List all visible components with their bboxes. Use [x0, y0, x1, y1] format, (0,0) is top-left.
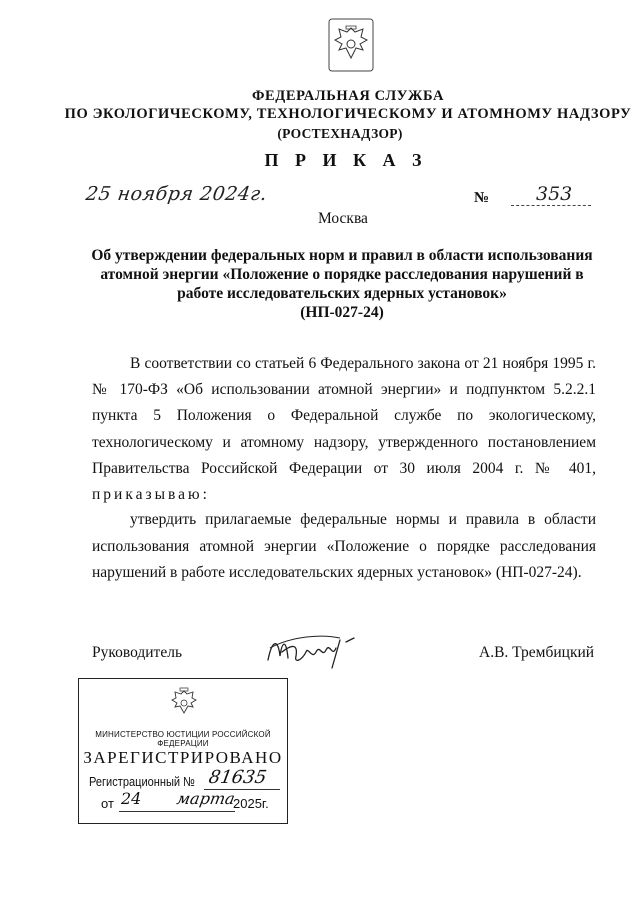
body-line: Правительства Российской Федерации от 30 июля 2004 г. № 401, — [92, 460, 596, 477]
agency-name: ФЕДЕРАЛЬНАЯ СЛУЖБА — [251, 88, 445, 104]
stamp-reg-number: 81635 — [207, 767, 269, 788]
body-line: технологическому и атомному надзору, утвержденного постановлением — [92, 434, 596, 451]
subject-line: Об утверждении федеральных норм и правил в области использования — [91, 247, 593, 264]
stamp-date-month: марта — [175, 789, 237, 808]
agency-scope: ПО ЭКОЛОГИЧЕСКОМУ, ТЕХНОЛОГИЧЕСКОМУ И АТОМНОМУ НАДЗОРУ — [64, 106, 632, 122]
handwritten-signature — [262, 630, 372, 674]
body-line: использования атомной энергии «Положение о порядке расследования — [92, 538, 596, 555]
document-date: 25 ноября 2024г. — [84, 183, 269, 205]
coat-of-arms-icon — [328, 18, 374, 72]
number-label: № — [474, 190, 490, 206]
order-word: приказываю: — [92, 486, 210, 503]
document-subject — [88, 246, 596, 322]
body-line: № 170-ФЗ «Об использовании атомной энергии» и подпунктом 5.2.2.1 — [92, 381, 596, 398]
document-type: П Р И К А З — [264, 150, 428, 170]
stamp-ministry: МИНИСТЕРСТВО ЮСТИЦИИ РОССИЙСКОЙ ФЕДЕРАЦИИ — [95, 730, 271, 748]
stamp-coat-of-arms-icon — [168, 685, 200, 723]
stamp-rule — [119, 811, 235, 812]
registration-stamp — [78, 678, 288, 824]
body-line: нарушений в работе исследовательских ядерных установок» (НП-027-24). — [92, 564, 582, 581]
stamp-reg-label: Регистрационный № — [89, 774, 196, 789]
subject-line: работе исследовательских ядерных установок» — [177, 285, 507, 302]
subject-line: (НП-027-24) — [300, 304, 384, 321]
stamp-date-day: 24 — [121, 789, 142, 808]
signatory-title: Руководитель — [92, 644, 183, 661]
stamp-date-year: 2025г. — [233, 796, 269, 811]
number-underline — [511, 205, 591, 206]
stamp-registered: ЗАРЕГИСТРИРОВАНО — [83, 748, 283, 767]
body-line: В соответствии со статьей 6 Федерального закона от 21 ноября 1995 г. — [130, 355, 596, 372]
subject-line: атомной энергии «Положение о порядке расследования нарушений в — [100, 266, 584, 283]
agency-abbreviation: (РОСТЕХНАДЗОР) — [277, 126, 403, 141]
body-line: пункта 5 Положения о Федеральной службе по экологическому, — [92, 407, 596, 424]
body-line: утвердить прилагаемые федеральные нормы и правила в области — [130, 511, 596, 528]
document-city: Москва — [318, 210, 368, 227]
document-number: 353 — [536, 183, 573, 205]
signatory-name: А.В. Трембицкий — [479, 644, 595, 661]
stamp-date-prefix: от — [101, 796, 114, 811]
